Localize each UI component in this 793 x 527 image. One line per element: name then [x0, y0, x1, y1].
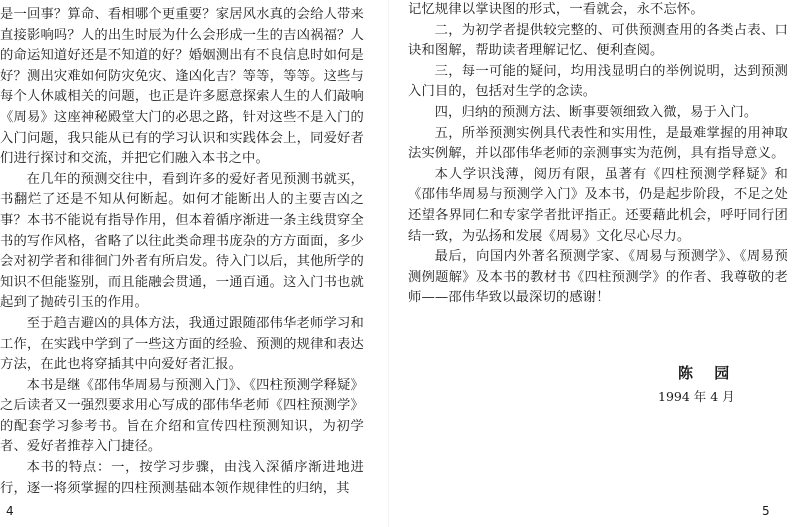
left-page: [0, 0, 372, 527]
left-paragraph-4: 本书是继《邵伟华周易与预测入门》、《四柱预测学释疑》之后读者又一强烈要求用心写成的邵伟华老师《四柱预测学》的配套学习参考书。旨在介绍和宣传四柱预测知识，为初学者、爱好者推荐入门捷径。: [0, 377, 364, 455]
page-gutter: [388, 0, 389, 527]
right-paragraph-7: 最后，向国内外著名预测学家、《周易与预测学》、《周易预测例题解》及本书的教材书《四柱预测学》的作者、我尊敬的老师——邵伟华致以最深切的感谢！: [408, 249, 788, 306]
right-page: [408, 0, 793, 527]
left-paragraph-2: 在几年的预测交往中，看到许多的爱好者见预测书就买，书翻烂了还是不知从何断起。如何才能断出人的主要吉凶之事？本书不能说有指导作用，但本着循序渐进一条主线贯穿全书的写作风格，省略了以往此类命理书庞杂的方方面面，多少会对初学者和徘徊门外者有所启发。待入门以后，其他所学的知识不但能鉴别，而且能融会贯通，一通百通。这入门书也就起到了抛砖引玉的作用。: [0, 171, 364, 311]
right-paragraph-5: 五，所举预测实例具代表性和实用性，是最难掌握的用神取法实例解，并以邵伟华老师的亲测事实为范例，具有指导意义。: [408, 125, 788, 162]
author-name: 陈 园: [678, 364, 738, 382]
signature-block: [658, 362, 758, 405]
right-page-number: 5: [762, 504, 770, 518]
left-paragraph-5: 本书的特点：一，按学习步骤，由浅入深循序渐进地进行，逐一将须掌握的四柱预测基础本领作规律性的归纳，其: [0, 460, 364, 496]
right-paragraph-6: 本人学识浅薄，阅历有限，虽著有《四柱预测学释疑》和《邵伟华周易与预测学入门》及本书，仍是起步阶段，不足之处还望各界同仁和专家学者批评指正。还要藉此机会，呼吁同行团结一致，为弘扬和发展《周易》文化尽心尽力。: [408, 166, 788, 244]
right-paragraph-1: 记忆规律以掌诀图的形式，一看就会，永不忘怀。: [408, 2, 704, 17]
signature-date: 1994 年 4 月: [658, 389, 735, 404]
left-page-number: 4: [6, 504, 14, 518]
right-paragraph-4: 四，归纳的预测方法、断事要领细致入微，易于入门。: [434, 104, 758, 120]
left-paragraph-1: 是一回事？算命、看相哪个更重要？家居风水真的会给人带来直接影响吗？人的出生时辰为什么会形成一生的吉凶祸福？人的命运知道好还是不知道的好？婚姻测出有不良信息时如何是好？测出灾难如何防灾免灾、逢凶化吉？等等，等等。这些与每个人休戚相关的问题，也正是许多愿意探索人生的人们敲响《周易》这座神秘殿堂大门的必思之路，针对这些不是入门的入门问题，我只能从已有的学习认识和实践体会上，同爱好者们进行探讨和交流，并把它们融入本书之中。: [0, 7, 364, 167]
right-paragraph-2: 二，为初学者提供较完整的、可供预测查用的各类占表、口诀和图解，帮助读者理解记忆、便利查阅。: [408, 22, 788, 59]
right-paragraph-3: 三，每一可能的疑问，均用浅显明白的举例说明，达到预测入门目的，包括对生学的念读。: [408, 63, 788, 100]
left-paragraph-3: 至于趋吉避凶的具体方法，我通过跟随邵伟华老师学习和工作，在实践中学到了一些这方面的经验、预测的规律和表达方法，在此也将穿插其中向爱好者汇报。: [0, 315, 364, 373]
